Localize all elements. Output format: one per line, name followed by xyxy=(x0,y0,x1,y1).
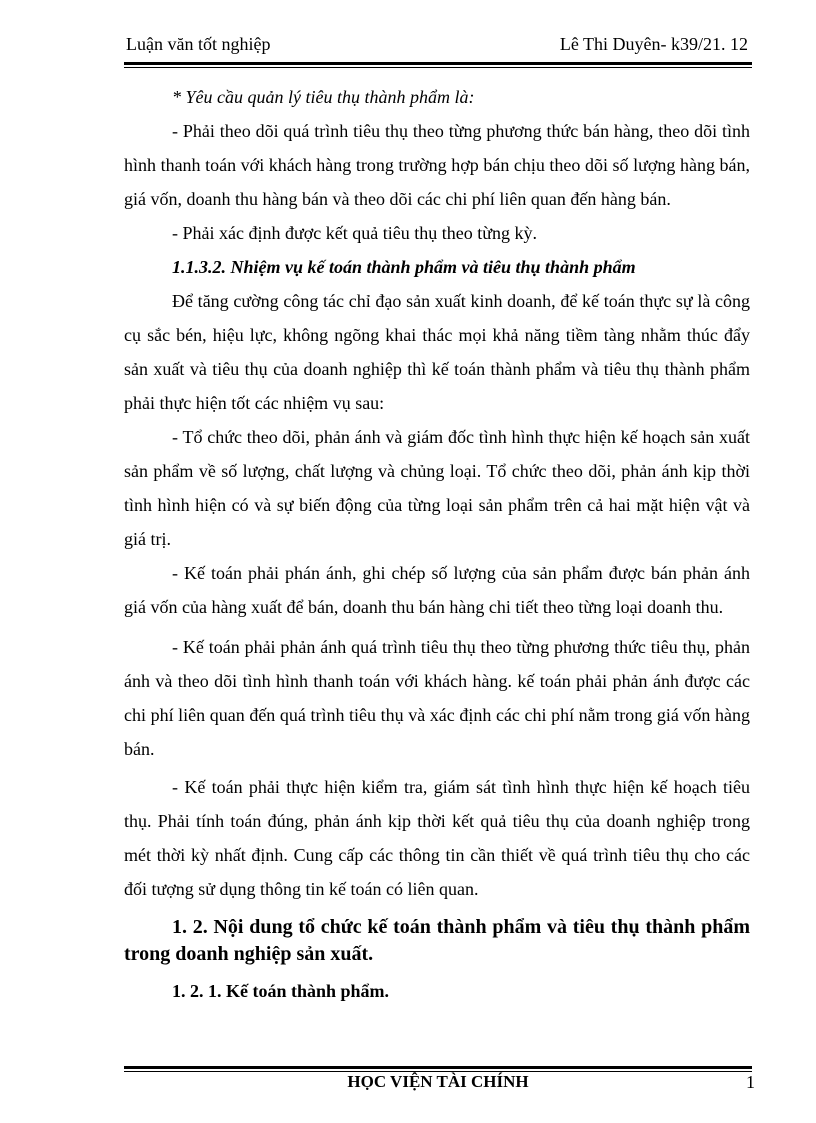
footer-institution: HỌC VIỆN TÀI CHÍNH xyxy=(347,1072,529,1091)
document-body xyxy=(124,80,750,1005)
paragraph-task-3: - Kế toán phải phản ánh quá trình tiêu thụ theo từng phương thức tiêu thụ, phản ánh và theo dõi tình hình thanh toán với khách hàng. kế toán phải phản ánh được các chi phí liên quan đến quá trình tiêu thụ và xác định các chi phí nằm trong giá vốn hàng bán. xyxy=(124,637,750,759)
paragraph-task-4: - Kế toán phải thực hiện kiểm tra, giám sát tình hình thực hiện kế hoạch tiêu thụ. Phải tính toán đúng, phản ánh kịp thời kết quả tiêu thụ của doanh nghiệp trong mét thời kỳ nhất định. Cung cấp các thông tin cần thiết về quá trình tiêu thụ cho các đối tượng sử dụng thông tin kế toán có liên quan. xyxy=(124,777,750,899)
header-rule-thick xyxy=(124,62,752,65)
paragraph-track-sales: - Phải theo dõi quá trình tiêu thụ theo từng phương thức bán hàng, theo dõi tình hình thanh toán với khách hàng trong trường hợp bán chịu theo dõi số lượng hàng bán, giá vốn, doanh thu hàng bán và theo dõi các chi phí liên quan đến hàng bán. xyxy=(124,121,750,209)
footer-rule-thick xyxy=(124,1066,752,1069)
subsection-heading: 1.1.3.2. Nhiệm vụ kế toán thành phẩm và tiêu thụ thành phẩm xyxy=(172,257,636,277)
header-rule-thin xyxy=(124,67,752,68)
requirements-intro: * Yêu cầu quản lý tiêu thụ thành phẩm là: xyxy=(172,87,475,107)
paragraph-task-1: - Tổ chức theo dõi, phản ánh và giám đốc tình hình thực hiện kế hoạch sản xuất sản phẩm về số lượng, chất lượng và chủng loại. Tổ chức theo dõi, phản ánh kịp thời tình hình hiện có và sự biến động của từng loại sản phẩm trên cả hai mặt hiện vật và giá trị. xyxy=(124,427,750,549)
section-heading-1-2: 1. 2. Nội dung tổ chức kế toán thành phẩm và tiêu thụ thành phẩm trong doanh nghiệp sản xuất. xyxy=(124,916,750,965)
header-thesis-label: Luận văn tốt nghiệp xyxy=(126,34,271,54)
page-number: 1 xyxy=(746,1072,755,1092)
header-author: Lê Thi Duyên- k39/21. 12 xyxy=(559,34,748,54)
section-heading-1-2-1: 1. 2. 1. Kế toán thành phẩm. xyxy=(172,981,390,1001)
paragraph-intro-tasks: Để tăng cường công tác chỉ đạo sản xuất kinh doanh, để kế toán thực sự là công cụ sắc bén, hiệu lực, không ngõng khai thác mọi khả năng tiềm tàng nhằm thúc đẩy sản xuất và tiêu thụ của doanh nghiệp thì kế toán thành phẩm và tiêu thụ thành phẩm phải thực hiện tốt các nhiệm vụ sau: xyxy=(124,291,750,413)
page-header xyxy=(126,34,750,60)
paragraph-task-2: - Kế toán phải phán ánh, ghi chép số lượng của sản phẩm được bán phản ánh giá vốn của hàng xuất để bán, doanh thu bán hàng chi tiết theo từng loại doanh thu. xyxy=(124,563,750,617)
paragraph-determine-results: - Phải xác định được kết quả tiêu thụ theo từng kỳ. xyxy=(172,223,537,243)
